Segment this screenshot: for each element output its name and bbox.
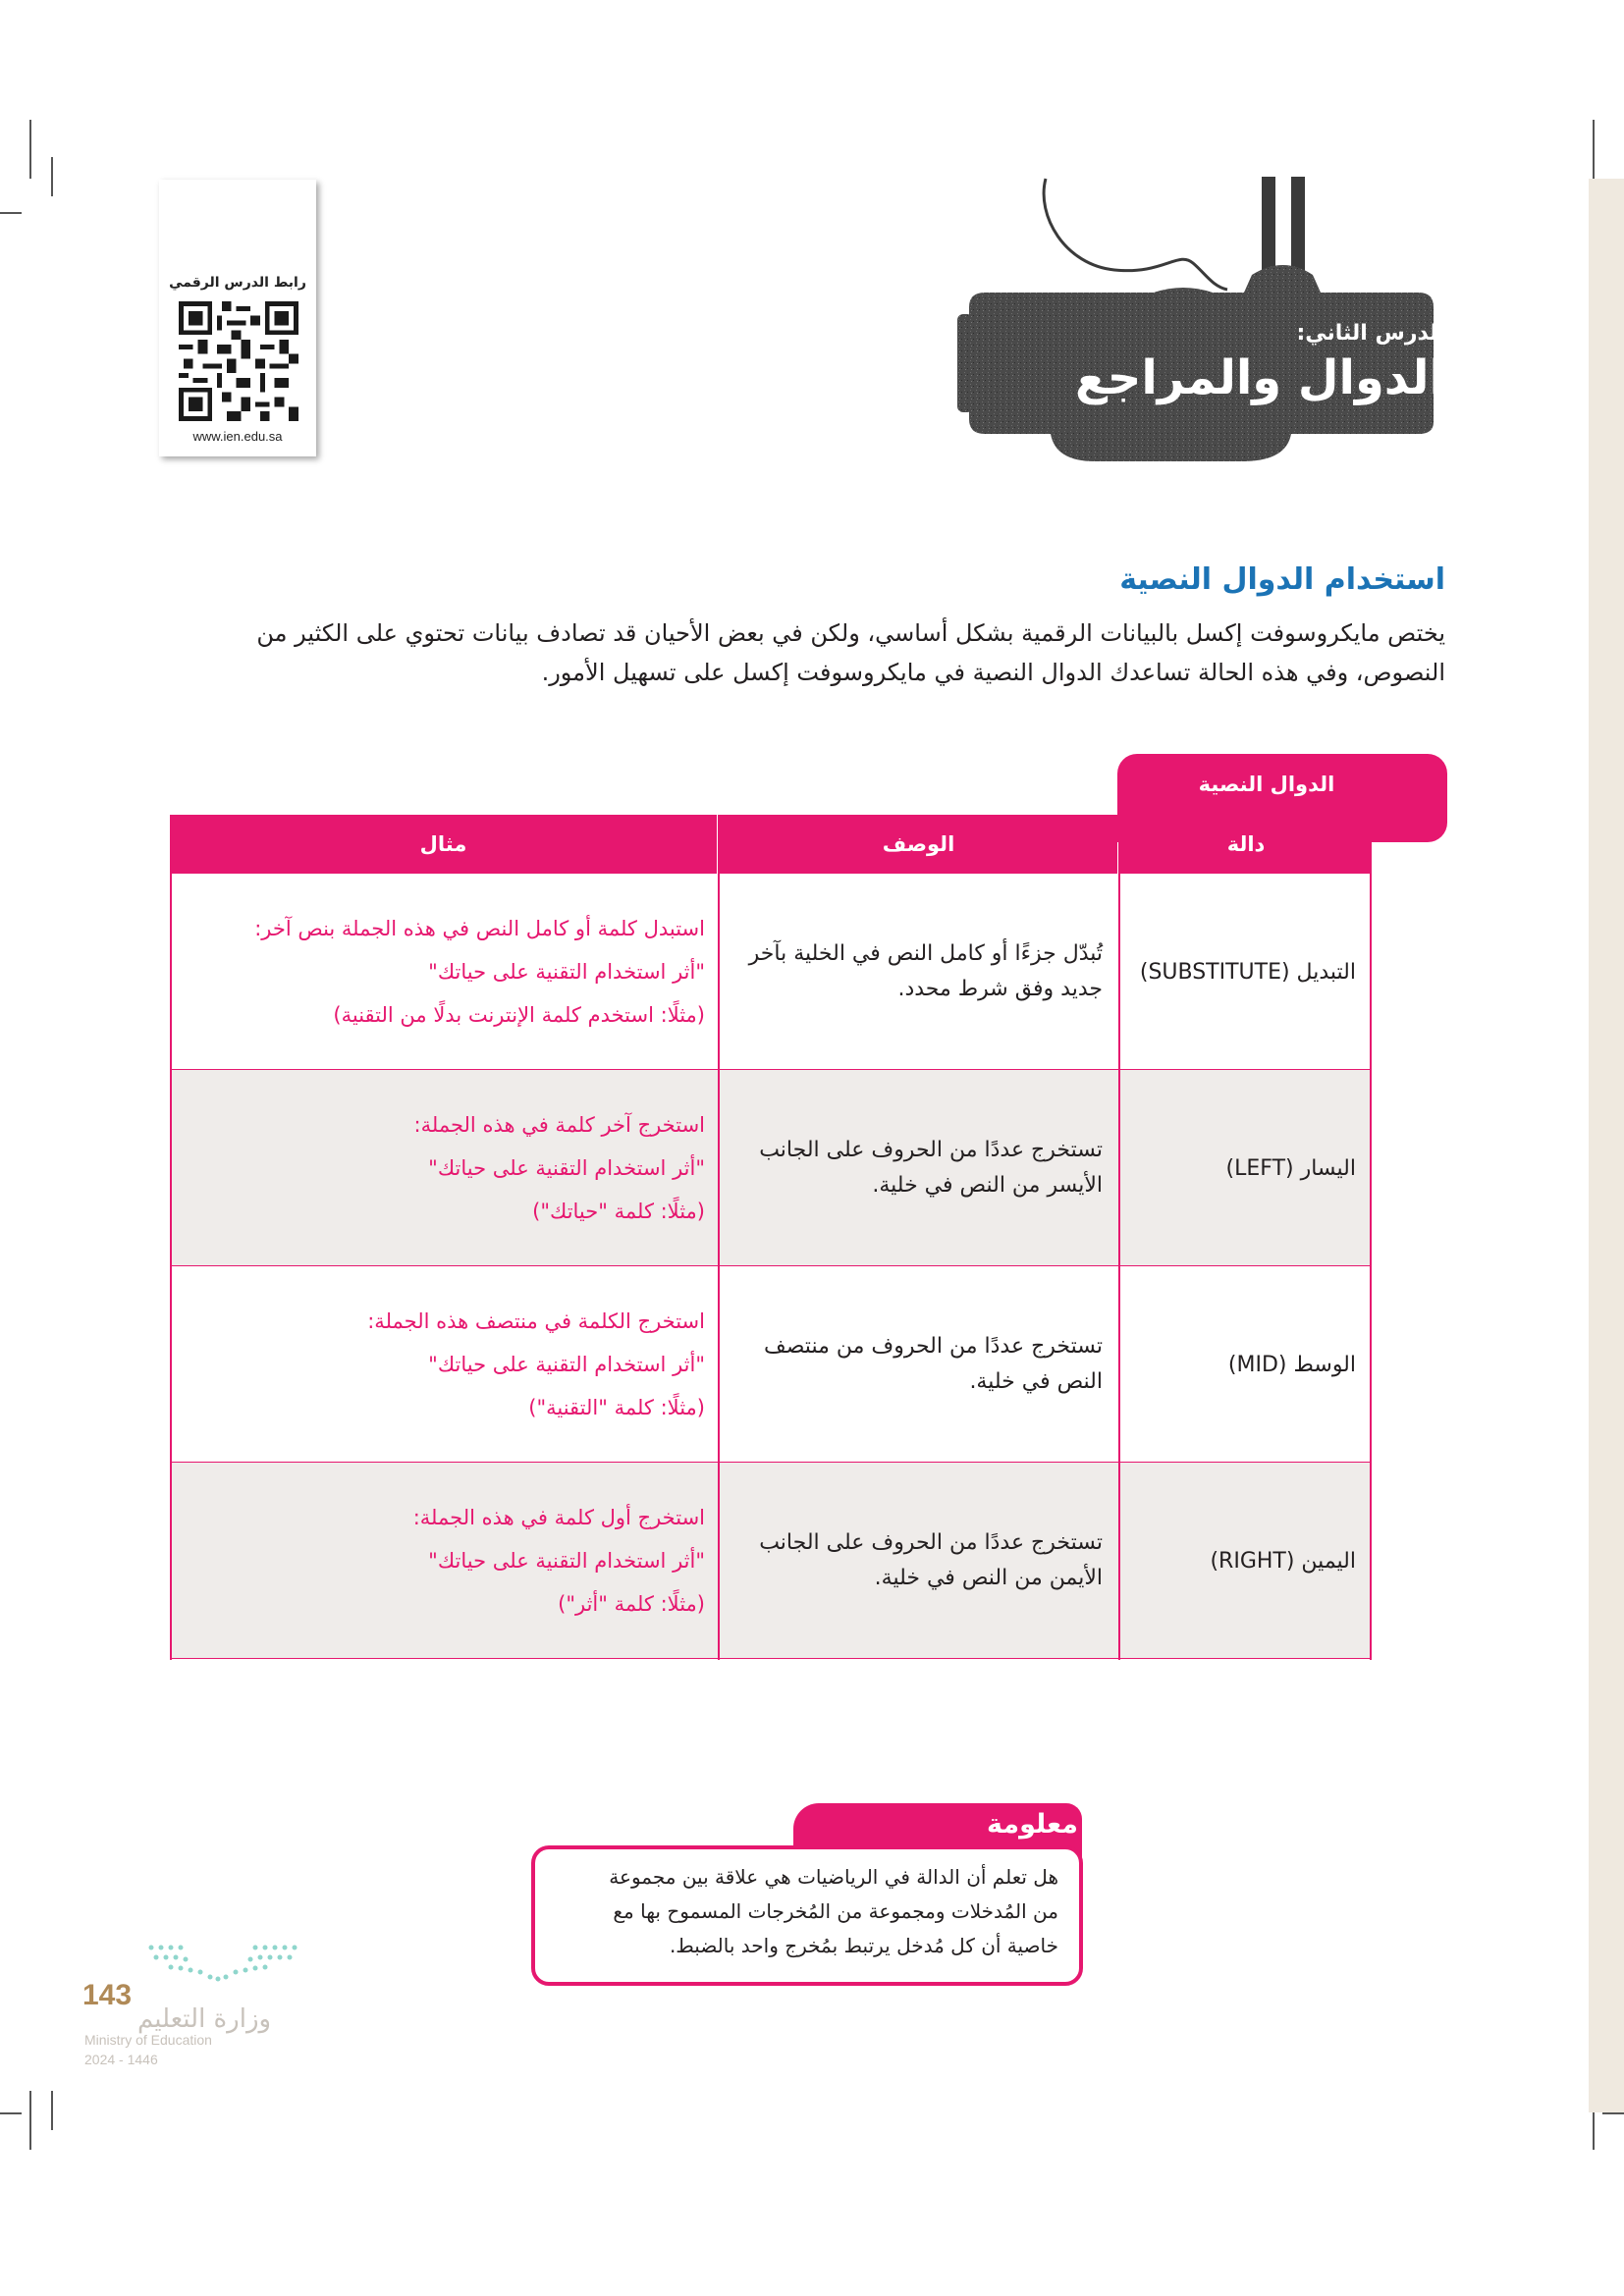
header-description — [720, 815, 1117, 874]
description-cell — [719, 1463, 1118, 1659]
description-line: تستخرج عددًا من الحروف من منتصف — [763, 1334, 1103, 1359]
qr-url[interactable]: www.ien.edu.sa — [192, 429, 283, 444]
crop-mark — [29, 2091, 31, 2150]
example-cell — [170, 1266, 719, 1463]
header-function-label: دالة — [1226, 832, 1266, 856]
ministry-logo-icon — [145, 1942, 300, 1985]
qr-code-icon[interactable] — [179, 301, 298, 421]
page-edge-strip — [1589, 179, 1624, 2112]
description-line: الأيسر من النص في خلية. — [872, 1173, 1103, 1198]
example-cell — [170, 1463, 719, 1659]
intro-line: النصوص، وفي هذه الحالة تساعدك الدوال النصية في مايكروسوفت إكسل على تسهيل الأمور. — [541, 659, 1445, 686]
page-number: 143 — [82, 1979, 133, 2011]
example-line: (مثلًا: استخدم كلمة الإنترنت بدلًا من التقنية) — [333, 1003, 705, 1027]
example-cell — [170, 874, 719, 1070]
info-line: من المُدخلات ومجموعة من المُخرجات المسموح بها مع — [613, 1899, 1058, 1923]
description-cell — [719, 874, 1118, 1070]
crop-mark — [29, 120, 31, 179]
example-cell — [170, 1070, 719, 1266]
header-function — [1120, 815, 1372, 874]
example-line: (مثلًا: كلمة "التقنية") — [528, 1396, 705, 1419]
crop-mark — [1602, 2112, 1624, 2114]
description-line: النص في خلية. — [969, 1369, 1103, 1394]
example-line: (مثلًا: كلمة "أثر") — [558, 1592, 705, 1616]
function-cell: اليمين (RIGHT) — [1210, 1548, 1356, 1574]
function-cell: اليسار (LEFT) — [1225, 1155, 1356, 1181]
table-border — [1370, 874, 1372, 1660]
table-caption: الدوال النصية — [1198, 773, 1335, 796]
description-line: تستخرج عددًا من الحروف على الجانب — [759, 1138, 1103, 1162]
text-functions-table — [170, 815, 1372, 1660]
header-example-label: مثال — [419, 832, 467, 856]
ministry-name-en: Ministry of Education — [84, 2032, 212, 2048]
example-line: (مثلًا: كلمة "حياتك") — [532, 1200, 705, 1223]
info-line: هل تعلم أن الدالة في الرياضيات هي علاقة بين مجموعة — [609, 1865, 1058, 1889]
table-row — [170, 874, 1372, 1070]
header-description-label: الوصف — [882, 832, 955, 856]
crop-mark — [1593, 120, 1595, 179]
table-row — [170, 1070, 1372, 1266]
description-line: الأيمن من النص في خلية. — [874, 1566, 1103, 1590]
example-line: استخرج أول كلمة في هذه الجملة: — [412, 1506, 705, 1529]
info-line: خاصية أن كل مُدخل يرتبط بمُخرج واحد بالضبط. — [669, 1934, 1058, 1957]
description-cell — [719, 1070, 1118, 1266]
table-divider — [1118, 815, 1120, 1660]
description-line: تُبدّل جزءًا أو كامل النص في الخلية بآخر — [748, 941, 1103, 966]
ministry-name-ar: وزارة التعليم — [137, 2004, 272, 2034]
info-title: معلومة — [987, 1809, 1078, 1840]
example-line: "أثر استخدام التقنية على حياتك" — [428, 1549, 705, 1573]
header-example — [170, 815, 717, 874]
edition-year: 2024 - 1446 — [84, 2052, 158, 2067]
qr-card[interactable] — [159, 180, 316, 456]
lesson-subtitle: الدرس الثاني: — [1296, 321, 1445, 346]
lesson-heading — [1075, 319, 1445, 407]
description-line: جديد وفق شرط محدد. — [897, 977, 1103, 1001]
example-line: استخرج الكلمة في منتصف هذه الجملة: — [367, 1309, 705, 1333]
crop-mark — [0, 212, 22, 214]
qr-label: رابط الدرس الرقمي — [169, 275, 306, 291]
intro-line: يختص مايكروسوفت إكسل بالبيانات الرقمية بشكل أساسي، ولكن في بعض الأحيان قد تصادف بيانات تحتوي على الكثير من — [256, 619, 1445, 647]
info-text — [548, 1860, 1058, 1963]
example-line: استخرج آخر كلمة في هذه الجملة: — [413, 1113, 705, 1137]
table-row — [170, 1266, 1372, 1463]
table-border — [170, 874, 172, 1660]
crop-mark — [51, 157, 53, 196]
description-cell — [719, 1266, 1118, 1463]
example-line: "أثر استخدام التقنية على حياتك" — [428, 1156, 705, 1180]
intro-paragraph — [169, 614, 1445, 692]
example-line: "أثر استخدام التقنية على حياتك" — [428, 1353, 705, 1376]
description-line: تستخرج عددًا من الحروف على الجانب — [759, 1530, 1103, 1555]
crop-mark — [0, 2112, 22, 2114]
table-row — [170, 1463, 1372, 1659]
section-title: استخدام الدوال النصية — [1119, 562, 1445, 597]
example-line: "أثر استخدام التقنية على حياتك" — [428, 960, 705, 984]
function-cell: التبديل (SUBSTITUTE) — [1139, 959, 1356, 985]
example-line: استبدل كلمة أو كامل النص في هذه الجملة بنص آخر: — [254, 917, 705, 940]
table-divider — [718, 815, 720, 1660]
function-cell: الوسط (MID) — [1227, 1352, 1356, 1377]
crop-mark — [51, 2091, 53, 2130]
lesson-title: الدوال والمراجع — [1074, 350, 1445, 405]
